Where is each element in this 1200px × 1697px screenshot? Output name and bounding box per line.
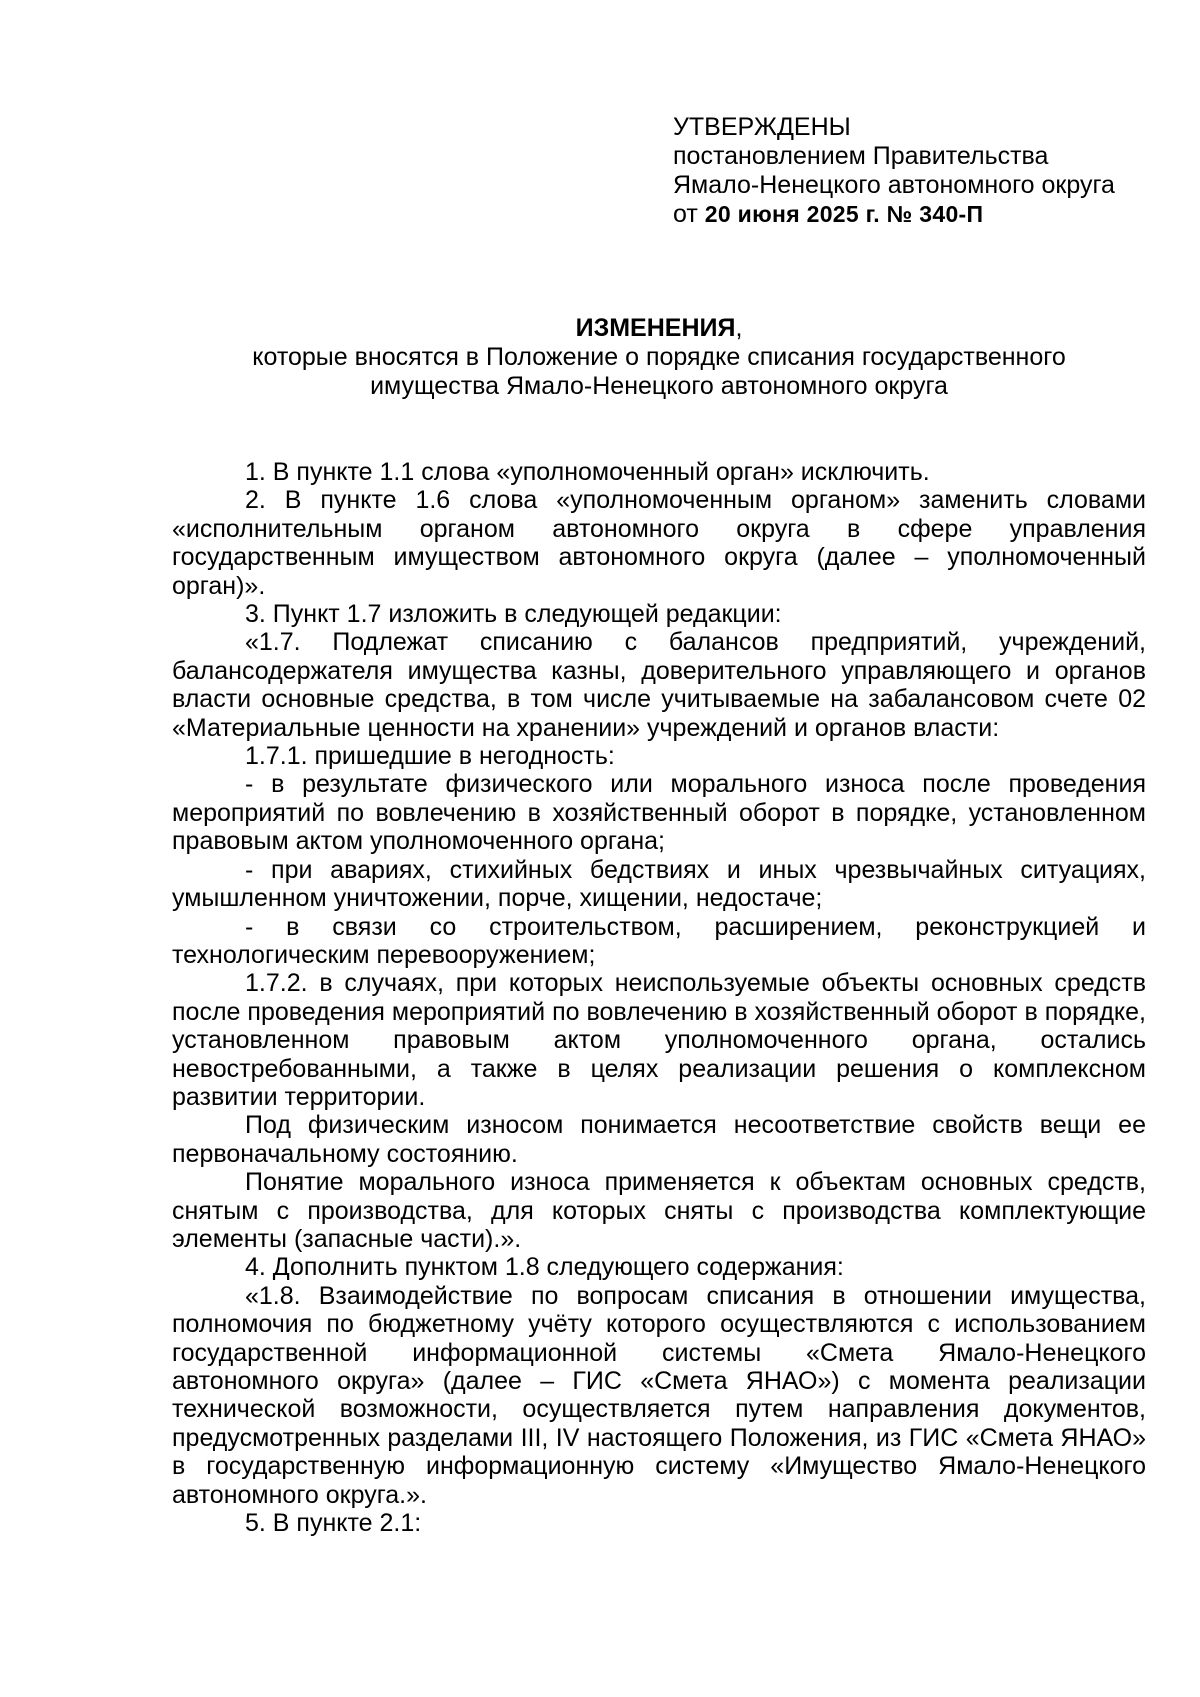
paragraph-1: 1. В пункте 1.1 слова «уполномоченный орган» исключить.: [245, 458, 930, 486]
paragraph-5: 1.7.1. пришедшие в негодность:: [245, 742, 615, 771]
paragraph-4: «1.7. Подлежат списанию с балансов предприятий, учреждений, балансодержателя имущества казны, доверительного управляющего и органов власти основные средства, в том числе учитываемые на забалансовом счете 02 «Материальные ценности на хранении» учреждений и органов власти:: [172, 628, 1146, 742]
document-title: [172, 314, 1146, 343]
document-title-comma: ,: [735, 314, 743, 342]
approval-date-line: [673, 200, 1153, 229]
paragraph-2: 2. В пункте 1.6 слова «уполномоченным органом» заменить словами «исполнительным органом автономного округа в сфере управления государственным имуществом автономного округа (далее – уполномоченный орган)».: [172, 486, 1146, 600]
approval-date-value: 20 июня 2025 г. № 340-П: [704, 201, 984, 227]
approval-line-2: Ямало-Ненецкого автономного округа: [673, 171, 1115, 199]
approval-line-1: постановлением Правительства: [673, 142, 1049, 170]
paragraph-11: Понятие морального износа применяется к объектам основных средств, снятым с производства, для которых сняты с производства комплектующие элементы (запасные части).».: [172, 1168, 1146, 1253]
document-body: [172, 458, 1146, 1537]
document-title-block: [172, 314, 1146, 401]
paragraph-9: 1.7.2. в случаях, при которых неиспользуемые объекты основных средств после проведения мероприятий по вовлечению в хозяйственный оборот в порядке, установленном правовым актом уполномоченного органа, остались невостребованными, а также в целях реализации решения о комплексном развитии территории.: [172, 969, 1146, 1111]
approval-block: [673, 113, 1153, 229]
paragraph-6: - в результате физического или морального износа после проведения мероприятий по вовлечению в хозяйственный оборот в порядке, установленном правовым актом уполномоченного органа;: [172, 770, 1146, 856]
document-subtitle-line-2: имущества Ямало-Ненецкого автономного округа: [370, 372, 948, 400]
paragraph-12: 4. Дополнить пунктом 1.8 следующего содержания:: [245, 1253, 844, 1282]
document-title-main: ИЗМЕНЕНИЯ: [575, 314, 736, 342]
paragraph-7: - при авариях, стихийных бедствиях и иных чрезвычайных ситуациях, умышленном уничтожении, порче, хищении, недостаче;: [172, 855, 1146, 913]
document-subtitle-line-1: которые вносятся в Положение о порядке списания государственного: [252, 343, 1066, 371]
paragraph-10: Под физическим износом понимается несоответствие свойств вещи ее первоначальному состоянию.: [172, 1111, 1146, 1168]
paragraph-3: 3. Пункт 1.7 изложить в следующей редакции:: [245, 600, 782, 629]
approval-heading: УТВЕРЖДЕНЫ: [673, 113, 851, 141]
approval-date-prefix: от: [673, 200, 698, 228]
paragraph-13: «1.8. Взаимодействие по вопросам списания в отношении имущества, полномочия по бюджетному учёту которого осуществляются с использованием государственной информационной системы «Смета Ямало-Ненецкого автономного округа» (далее – ГИС «Смета ЯНАО») с момента реализации технической возможности, осуществляется путем направления документов, предусмотренных разделами III, IV настоящего Положения, из ГИС «Смета ЯНАО» в государственную информационную систему «Имущество Ямало-Ненецкого автономного округа.».: [172, 1281, 1146, 1509]
paragraph-8: - в связи со строительством, расширением, реконструкцией и технологическим перевооружением;: [172, 912, 1146, 969]
paragraph-14: 5. В пункте 2.1:: [245, 1509, 422, 1538]
